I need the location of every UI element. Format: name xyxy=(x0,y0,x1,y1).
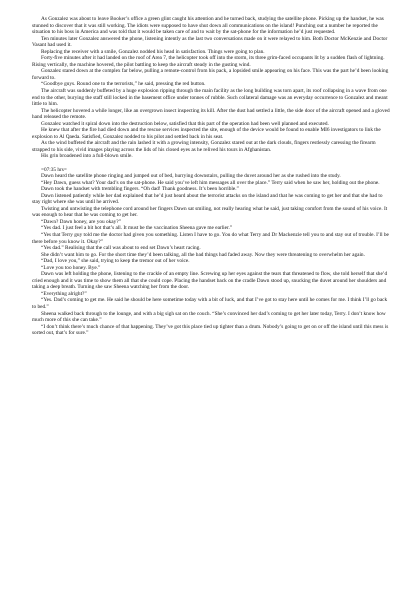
paragraph: “Everything alright?” xyxy=(41,290,87,297)
paragraph: Dawn listened patiently while her dad explained that he’d just heard about the terrorist attacks on the island and that he was coming to get her and that she had to stay right where she was until he arrived. xyxy=(32,192,383,206)
paragraph: As the wind buffeted the aircraft and the rain lashed it with a growing intensity, Gonzalez stared out at the dark clouds, fingers restlessly caressing the firearm strapped to his side, vivid images playing across the lids of his closed eyes as he relived his tours in Afghanistan. xyxy=(32,140,376,153)
paragraph: Forty-five minutes after it had landed on the roof of Area 7, the helicopter took off into the storm, its three grim-faced occupants lit by a sudden flash of lightning. Rising vertically, the machine hovered, the pilot battling to keep the aircraft steady in the gusting wind. xyxy=(32,55,385,68)
time-marker: =07:35 hrs= xyxy=(41,166,67,173)
paragraph: Sheena walked back through to the lounge, and with a big sigh sat on the couch. “She’s convinced her dad’s coming to get her later today, Terry. I don’t know how much more of this she can take.” xyxy=(32,310,386,324)
paragraph: As Gonzalez was about to leave Booker’s office a green glint caught his attention and he turned back, studying the satellite phone. Picking up the handset, he was stunned to discover that it was still working. The idiots were supposed to have shut down all communications on the island! Punching out a number he reported the situation to his boss in America and was told that it would be taken care of and to wait by the sat-phone for the information he’d just requested. xyxy=(32,16,384,36)
paragraph: She didn’t want him to go. For the short time they’d been talking, all the bad things had faded away. Now they were threatening to overwhelm her again. xyxy=(41,251,365,258)
paragraph: “Dad, I love you,” she said, trying to keep the tremor out of her voice. xyxy=(41,258,190,265)
section-helicopter xyxy=(32,16,390,160)
paragraph: Twisting and untwisting the telephone cord around her fingers Dawn sat smiling, not really hearing what he said, just taking comfort from the sound of his voice. It was enough to hear that he was coming to get her. xyxy=(32,205,388,219)
paragraph: Dawn heard the satellite phone ringing and jumped out of bed, hurrying downstairs, pulling the duvet around her as she rushed into the study. xyxy=(41,173,341,180)
paragraph: “Yes dad. I just feel a bit hot that’s all. It must be the vaccination Sheena gave me earlier.” xyxy=(41,225,233,232)
paragraph: Gonzalez stared down at the complex far below, pulling a remote-control from his pack, a lopsided smile appearing on his face. This was the part he’d been looking forward to. xyxy=(32,68,389,81)
paragraph: Dawn was left holding the phone, listening to the crackle of an empty line. Screwing up her eyes against the tears that threatened to flow, she told herself that she’d cried enough and it was time to show them all that she could cope. Placing the handset back on the cradle Dawn stood up, snucking the duvet around her shoulders and taking a deep breath. Turning she saw Sheena watching her from the door. xyxy=(32,271,388,291)
paragraph: Replacing the receiver with a smile, Gonzalez nodded his head in satisfaction. Things were going to plan. xyxy=(41,48,265,55)
paragraph: Dawn took the handset with trembling fingers. “Oh dad! Thank goodness. It’s been horrible.” xyxy=(41,186,239,193)
paragraph: The helicopter hovered a while longer, like an overgrown insect inspecting its kill. After the dust had settled a little, the side door of the aircraft opened and a gloved hand released the remote. xyxy=(32,107,390,121)
paragraph: Gonzalez watched it spiral down into the destruction below, satisfied that this part of the operation had been well planned and executed. xyxy=(41,120,329,127)
paragraph: He knew that after the fire had died down and the rescue services inspected the site, enough of the device would be found to enable MI6 investigators to link the explosion to Al Qaeda. Satisfied, Gonzalez nodded to his pilot and settled back in his seat. xyxy=(32,127,381,140)
paragraph: “I don’t think there’s much chance of that happening. They’ve got this place tied up tighter than a drum. Nobody’s going to get on or off the island until this mess is sorted out, that’s for sure.” xyxy=(32,323,389,337)
paragraph: “Yes dad.” Realising that the call was about to end set Dawn’s heart racing. xyxy=(41,245,201,252)
paragraph: “Hey Dawn, guess what? Your dad’s on the sat-phone. He said you’ve left him messages all over the place.” Terry said when he saw her, holding out the phone. xyxy=(41,179,380,186)
paragraph: Ten minutes later Gonzalez answered the phone, listening intently as the last two conversations made on it were relayed to him. Both Doctor McKenzie and Doctor Vasant had used it. xyxy=(32,35,388,49)
paragraph: “Yes that Terry guy told me the doctor had given you something. Listen I have to go. You do what Terry and Dr Mackenzie tell you to and stay out of trouble. I’ll be there before you know it. Okay?” xyxy=(32,232,389,245)
paragraph: “Goodbye guys. Round one to the terrorists,” he said, pressing the red button. xyxy=(41,81,206,88)
paragraph: “Dawn? Dawn honey, are you okay?” xyxy=(41,218,121,225)
paragraph: “Love you too honey. Bye.” xyxy=(41,264,101,271)
paragraph: His grin broadened into a full-blown smile. xyxy=(41,153,133,160)
section-dawn xyxy=(32,173,390,337)
paragraph: “Yes. Dad’s coming to get me. He said he should be here sometime today with a bit of luck, and that I’ve got to stay here until he comes for me. I think I’ll go back to bed.” xyxy=(32,297,388,311)
paragraph: The aircraft was suddenly buffeted by a huge explosion ripping through the main facility as the long building was torn apart, its roof collapsing in a wave from one end to the other, burying the staff still locked in the basement office under tonnes of rubble. Such collateral damage was an everyday occurrence to Gonzalez and meant little to him. xyxy=(32,88,388,108)
